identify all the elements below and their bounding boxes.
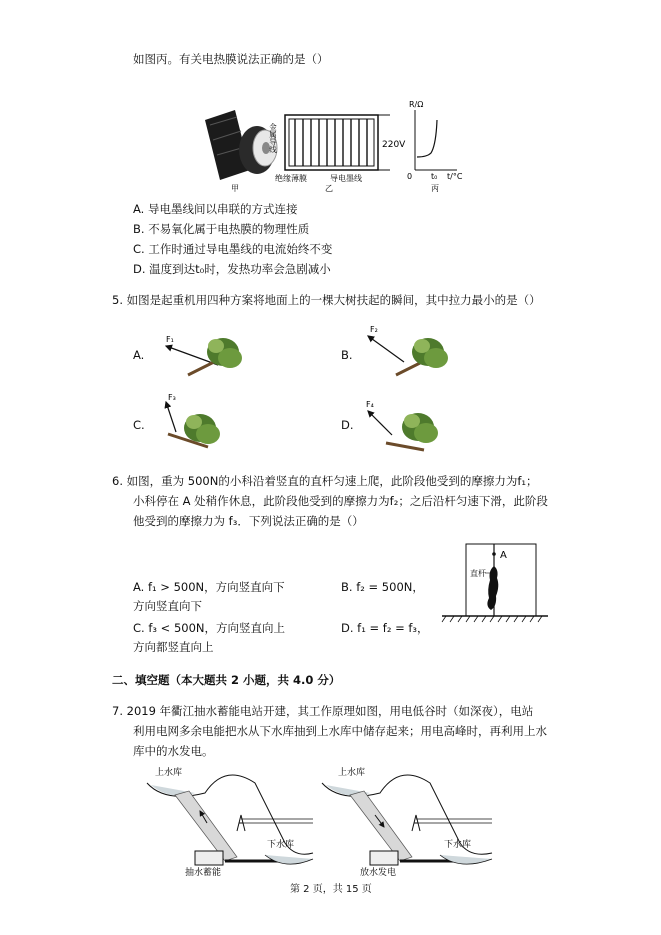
q7-line2: 利用电网多余电能把水从下水库抽到上水库中储存起来；用电高峰时，再利用上水 bbox=[133, 724, 547, 738]
force-label-f2: F₂ bbox=[370, 325, 378, 334]
fig-point-a: A bbox=[500, 550, 507, 561]
q5-stem: 5. 如图是起重机用四种方案将地面上的一棵大树扶起的瞬间，其中拉力最小的是（） bbox=[112, 293, 541, 307]
q4-option-b: B. 不易氧化属于电热膜的物理性质 bbox=[133, 222, 310, 236]
q4-option-d: D. 温度到达t₀时，发热功率会急剧减小 bbox=[133, 262, 331, 276]
fig-right-caption: 放水发电 bbox=[360, 868, 397, 878]
fig-right-upper: 上水库 bbox=[338, 768, 366, 778]
force-label-f4: F₄ bbox=[366, 400, 374, 409]
graph-t0: t₀ bbox=[431, 172, 438, 181]
q5-option-a-figure bbox=[148, 330, 248, 380]
q4-option-c: C. 工作时通过导电墨线的电流始终不变 bbox=[133, 242, 333, 256]
fig-label-voltage: 220V bbox=[382, 140, 406, 150]
q5-option-b-letter: B. bbox=[341, 348, 353, 362]
q7-figure-generating bbox=[320, 763, 495, 878]
fig-right-lower: 下水库 bbox=[444, 840, 472, 850]
force-label-f1: F₁ bbox=[166, 335, 174, 344]
q6-option-a-cont: 方向竖直向下 bbox=[133, 599, 202, 613]
fig-left-lower: 下水库 bbox=[267, 840, 295, 850]
q7-line1: 7. 2019 年衢江抽水蓄能电站开建，其工作原理如图，用电低谷时（如深夜），电站 bbox=[112, 704, 534, 718]
q6-line2: 小科停在 A 处稍作休息，此阶段他受到的摩擦力为f₂；之后沿杆匀速下滑，此阶段 bbox=[133, 494, 548, 508]
page-footer: 第 2 页，共 15 页 bbox=[290, 884, 372, 895]
q4-intro: 如图丙。有关电热膜说法正确的是（） bbox=[133, 52, 329, 66]
q6-option-b: B. f₂ = 500N， bbox=[341, 580, 424, 594]
q5-option-b-figure bbox=[356, 320, 456, 380]
q6-option-d: D. f₁ = f₂ = f₃， bbox=[341, 621, 429, 635]
force-label-f3: F₃ bbox=[168, 393, 176, 402]
heating-film-diagram bbox=[285, 115, 390, 170]
q6-option-a: A. f₁ > 500N，方向竖直向下 bbox=[133, 580, 285, 594]
q6-option-c: C. f₃ < 500N，方向竖直向上 bbox=[133, 621, 285, 635]
fig-rod-label: 直杆 bbox=[470, 569, 486, 578]
film-roll-image bbox=[205, 110, 277, 180]
fig-left-caption: 抽水蓄能 bbox=[185, 868, 222, 878]
q5-option-c-letter: C. bbox=[133, 418, 145, 432]
q4-figure bbox=[195, 95, 475, 195]
q5-option-d-letter: D. bbox=[341, 418, 354, 432]
resistance-temp-graph bbox=[415, 110, 457, 170]
q4-option-a: A. 导电墨线间以串联的方式连接 bbox=[133, 202, 298, 216]
q5-option-d-figure bbox=[356, 395, 456, 455]
graph-y-label: R/Ω bbox=[409, 100, 424, 109]
fig-label-yi: 乙 bbox=[325, 184, 333, 193]
graph-x-label: t/°C bbox=[447, 172, 463, 181]
q5-option-c-figure bbox=[148, 392, 248, 452]
section2-title: 二、填空题（本大题共 2 小题，共 4.0 分） bbox=[112, 673, 341, 687]
q6-line3: 他受到的摩擦力为 f₃．下列说法正确的是（） bbox=[133, 514, 364, 528]
fig-left-upper: 上水库 bbox=[155, 768, 183, 778]
q7-line3: 库中的水发电。 bbox=[133, 744, 214, 758]
q6-option-c-cont: 方向都竖直向上 bbox=[133, 640, 214, 654]
q6-pole-figure bbox=[440, 540, 550, 625]
fig-label-insulating: 绝缘薄膜 bbox=[275, 174, 307, 183]
fig-label-bing: 丙 bbox=[431, 184, 439, 193]
fig-label-jia: 甲 bbox=[231, 184, 239, 193]
fig-label-metal-wire: 金属导线 bbox=[268, 123, 278, 153]
graph-origin: 0 bbox=[407, 172, 413, 181]
q5-option-a-letter: A. bbox=[133, 348, 145, 362]
fig-label-ink-line: 导电墨线 bbox=[330, 174, 362, 183]
q6-line1: 6. 如图，重为 500N的小科沿着竖直的直杆匀速上爬，此阶段他受到的摩擦力为f₁； bbox=[112, 474, 538, 488]
q7-figure-pumping bbox=[145, 763, 315, 878]
